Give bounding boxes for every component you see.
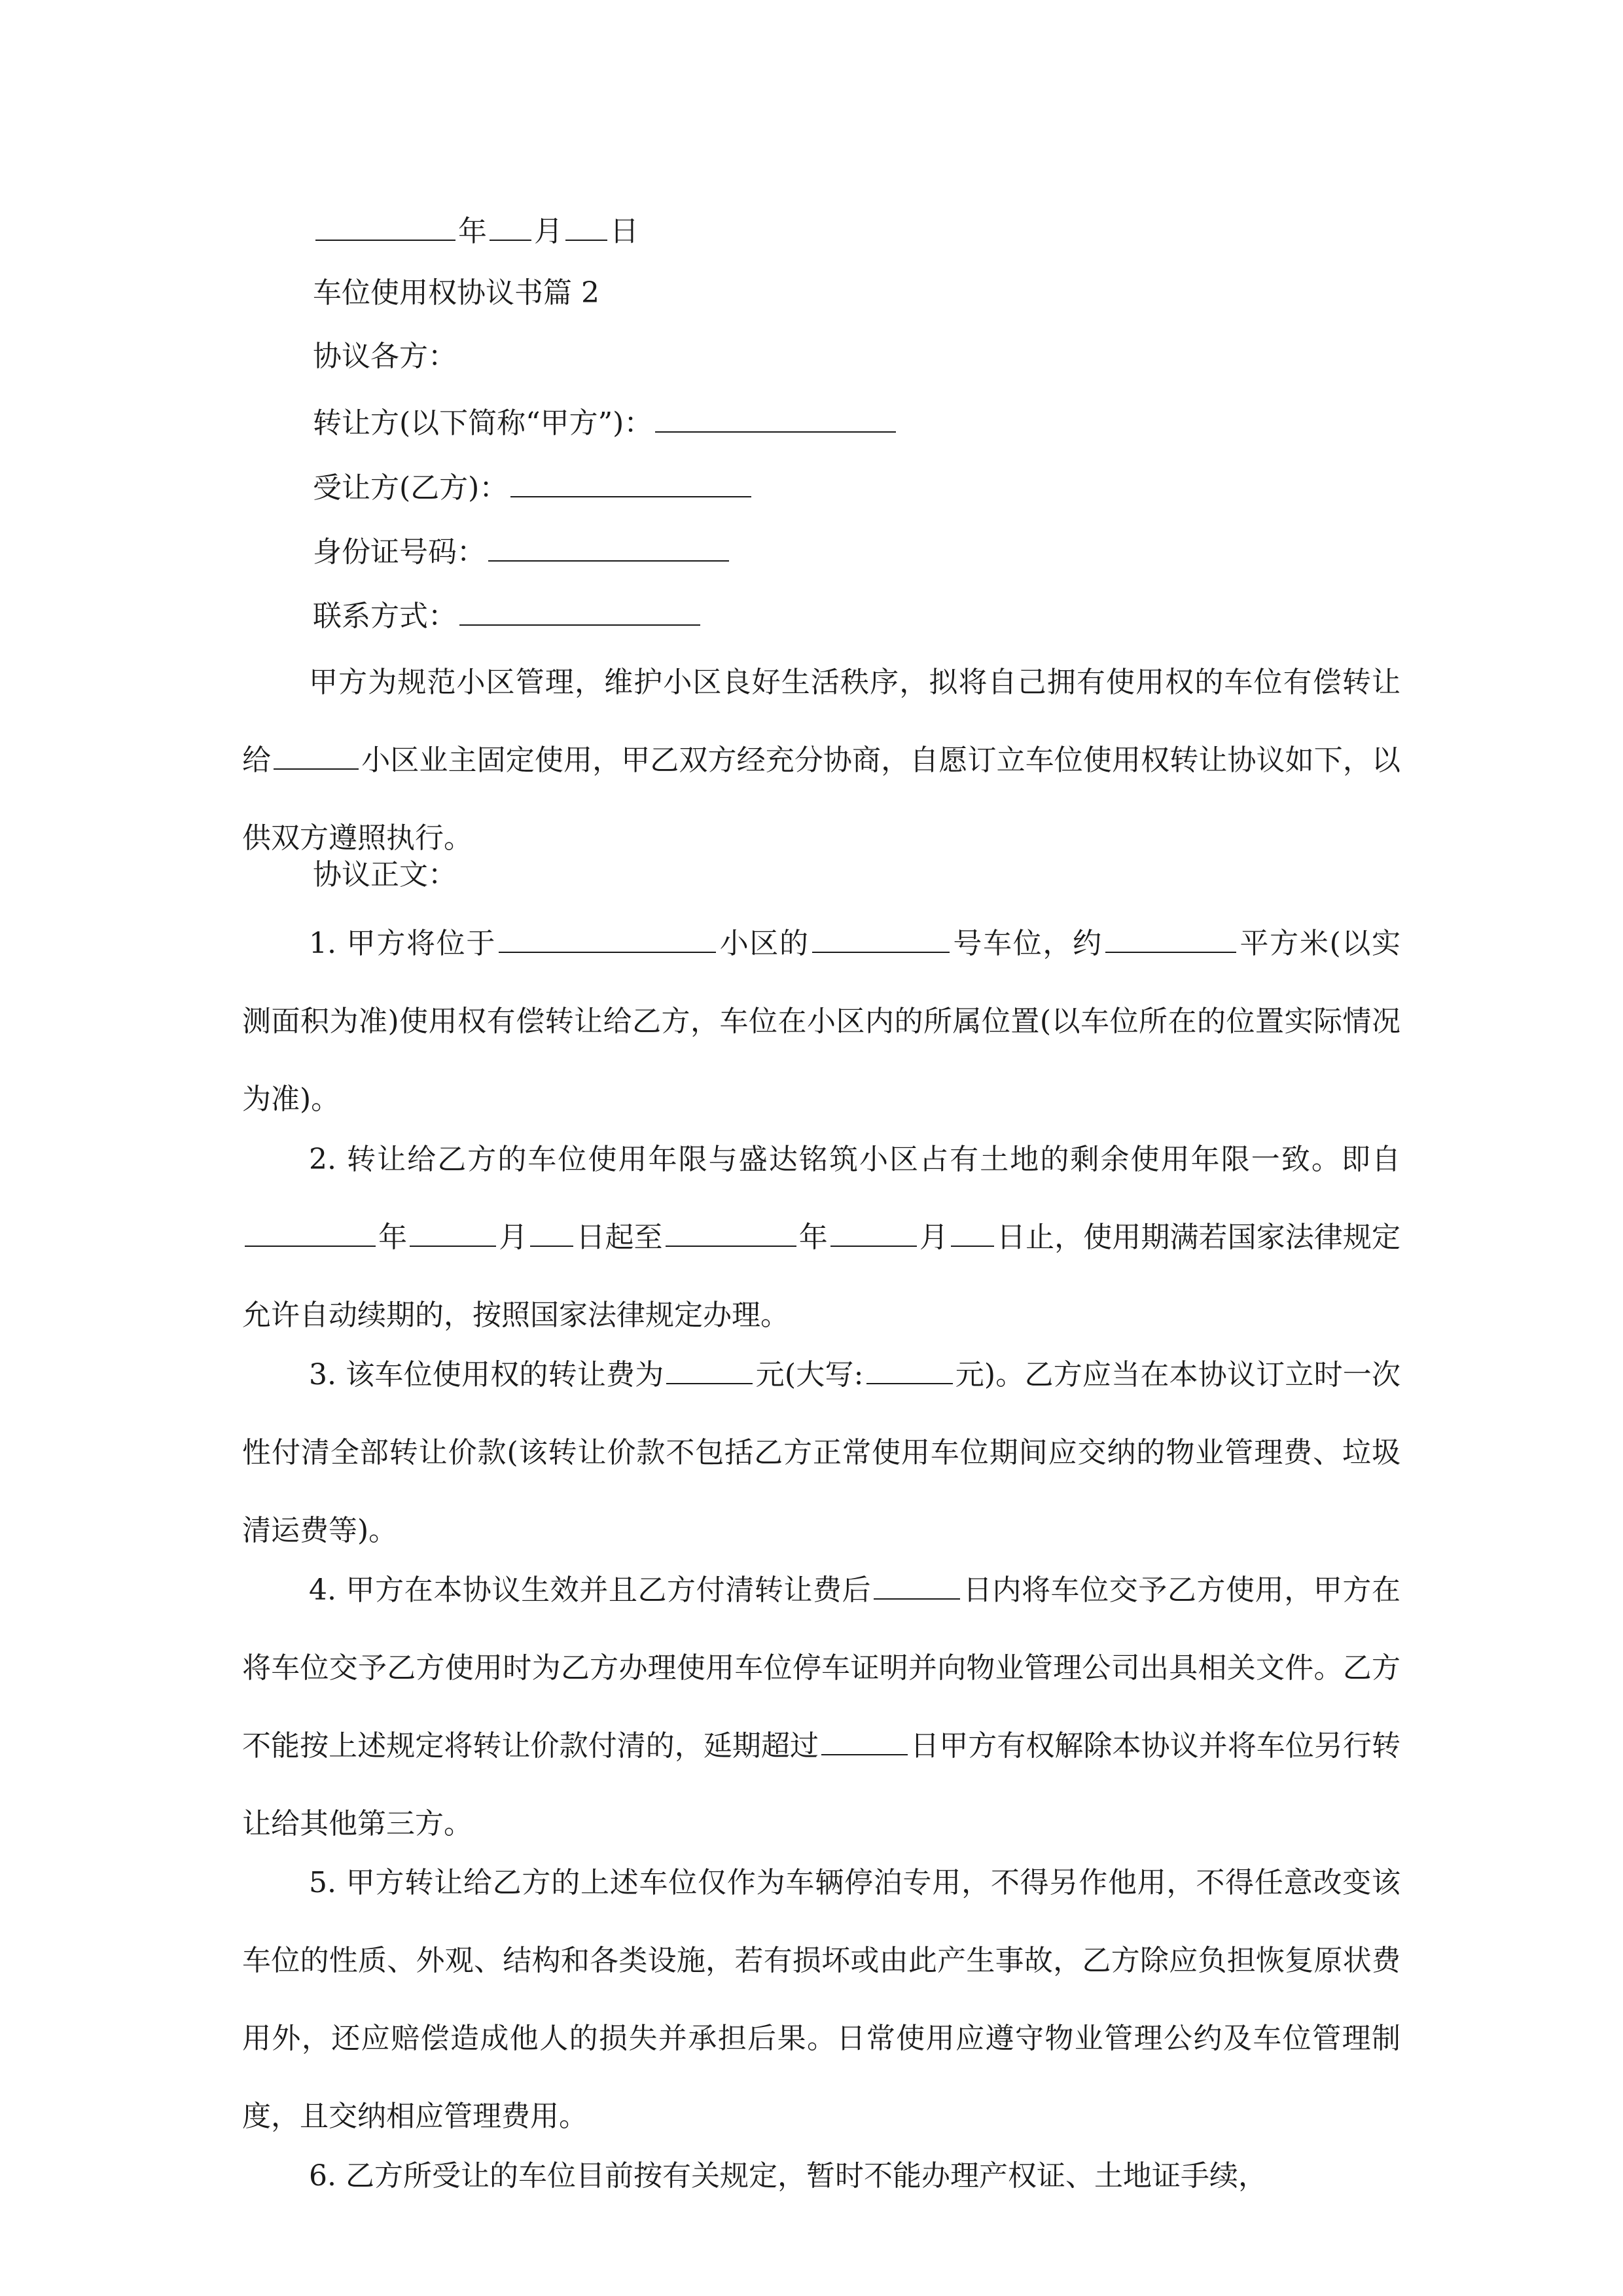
clause-1-text-a: 1. 甲方将位于 xyxy=(309,927,497,960)
contact-row xyxy=(313,600,703,631)
clause-2-text-f: 月 xyxy=(919,1221,948,1254)
overdue-days-blank[interactable] xyxy=(821,1731,908,1755)
community-blank[interactable] xyxy=(274,745,359,770)
transferee-blank[interactable] xyxy=(510,471,751,497)
clause-1-text-d: 平方米(以实测面积为准)使用权有偿转让给乙方，车位在小区内的所属位置(以车位所在的位置实际情况为准)。 xyxy=(242,927,1401,1116)
preamble-part2: 小区业主固定使用，甲乙双方经充分协商，自愿订立车位使用权转让协议如下，以供双方遵照执行。 xyxy=(242,744,1400,855)
clause-2-text-e: 年 xyxy=(798,1221,828,1254)
clause-2-text-b: 年 xyxy=(378,1221,408,1254)
fee-blank[interactable] xyxy=(666,1359,753,1384)
clause-4-text-c: 日甲方有权解除本协议并将车位另行转让给其他第三方。 xyxy=(242,1729,1401,1840)
document-title: 车位使用权协议书篇 2 xyxy=(313,276,599,310)
fee-uppercase-blank[interactable] xyxy=(866,1359,953,1384)
clause-1 xyxy=(242,905,1400,1138)
year-label: 年 xyxy=(458,215,487,248)
month-blank[interactable] xyxy=(490,215,531,241)
start-month-blank[interactable] xyxy=(410,1222,496,1247)
transferor-label: 转让方(以下简称“甲方”)： xyxy=(313,406,653,440)
clause-3-text-c: 元)。乙方应当在本协议订立时一次性付清全部转让价款(该转让价款不包括乙方正常使用车位期间应交纳的物业管理费、垃圾清运费等)。 xyxy=(242,1358,1400,1547)
clause-2 xyxy=(242,1121,1400,1354)
start-day-blank[interactable] xyxy=(530,1222,573,1247)
transferee-row xyxy=(313,471,754,503)
area-blank[interactable] xyxy=(1105,928,1236,953)
contact-label: 联系方式： xyxy=(313,600,457,633)
clause-2-text-g: 日止，使用期满若国家法律规定允许自动续期的，按照国家法律规定办理。 xyxy=(242,1221,1401,1332)
preamble-paragraph xyxy=(242,643,1400,877)
clause-1-text-c: 号车位，约 xyxy=(952,927,1103,960)
clause-6: 6. 乙方所受让的车位目前按有关规定，暂时不能办理产权证、土地证手续， xyxy=(309,2159,1267,2193)
preamble-part1: 甲方为规范小区管理，维护小区良好生活秩序，拟将自己拥有使用权的车位有偿转让给 xyxy=(242,666,1400,777)
clause-4-text-a: 4. 甲方在本协议生效并且乙方付清转让费后 xyxy=(309,1573,872,1607)
contact-blank[interactable] xyxy=(459,600,700,626)
date-line xyxy=(313,215,639,246)
clause-4 xyxy=(242,1551,1400,1863)
end-day-blank[interactable] xyxy=(951,1222,994,1247)
id-label: 身份证号码： xyxy=(313,535,486,569)
id-row xyxy=(313,535,732,567)
month-label: 月 xyxy=(534,215,563,248)
location-blank[interactable] xyxy=(499,928,716,953)
clause-4-text-b: 日内将车位交予乙方使用，甲方在将车位交予乙方使用时为乙方办理使用车位停车证明并向物业管理公司出具相关文件。乙方不能按上述规定将转让价款付清的，延期超过 xyxy=(242,1573,1401,1763)
start-year-blank[interactable] xyxy=(245,1222,376,1247)
clause-3-text-a: 3. 该车位使用权的转让费为 xyxy=(309,1358,664,1391)
transferor-row xyxy=(313,406,899,438)
clause-2-text-c: 月 xyxy=(499,1221,528,1254)
end-month-blank[interactable] xyxy=(830,1222,917,1247)
day-label: 日 xyxy=(610,215,639,248)
day-blank[interactable] xyxy=(565,215,607,241)
parties-heading: 协议各方： xyxy=(313,340,457,373)
transferee-label: 受让方(乙方)： xyxy=(313,471,508,505)
body-heading: 协议正文： xyxy=(313,858,457,891)
clause-2-text-a: 2. 转让给乙方的车位使用年限与盛达铭筑小区占有土地的剩余使用年限一致。即自 xyxy=(309,1143,1400,1176)
transferor-blank[interactable] xyxy=(655,406,896,433)
clause-3 xyxy=(242,1336,1400,1570)
clause-5: 5. 甲方转让给乙方的上述车位仅作为车辆停泊专用，不得另作他用，不得任意改变该车位的性质、外观、结构和各类设施，若有损坏或由此产生事故，乙方除应负担恢复原状费用外，还应赔偿造成他人的损失并承担后果。日常使用应遵守物业管理公约及车位管理制度，且交纳相应管理费用。 xyxy=(242,1866,1400,2133)
handover-days-blank[interactable] xyxy=(874,1575,960,1600)
end-year-blank[interactable] xyxy=(666,1222,796,1247)
clause-3-text-b: 元(大写: xyxy=(755,1358,864,1391)
id-blank[interactable] xyxy=(488,535,729,562)
clause-1-text-b: 小区的 xyxy=(719,927,810,960)
space-number-blank[interactable] xyxy=(812,928,950,953)
year-blank[interactable] xyxy=(315,215,455,241)
clause-2-text-d: 日起至 xyxy=(576,1221,663,1254)
